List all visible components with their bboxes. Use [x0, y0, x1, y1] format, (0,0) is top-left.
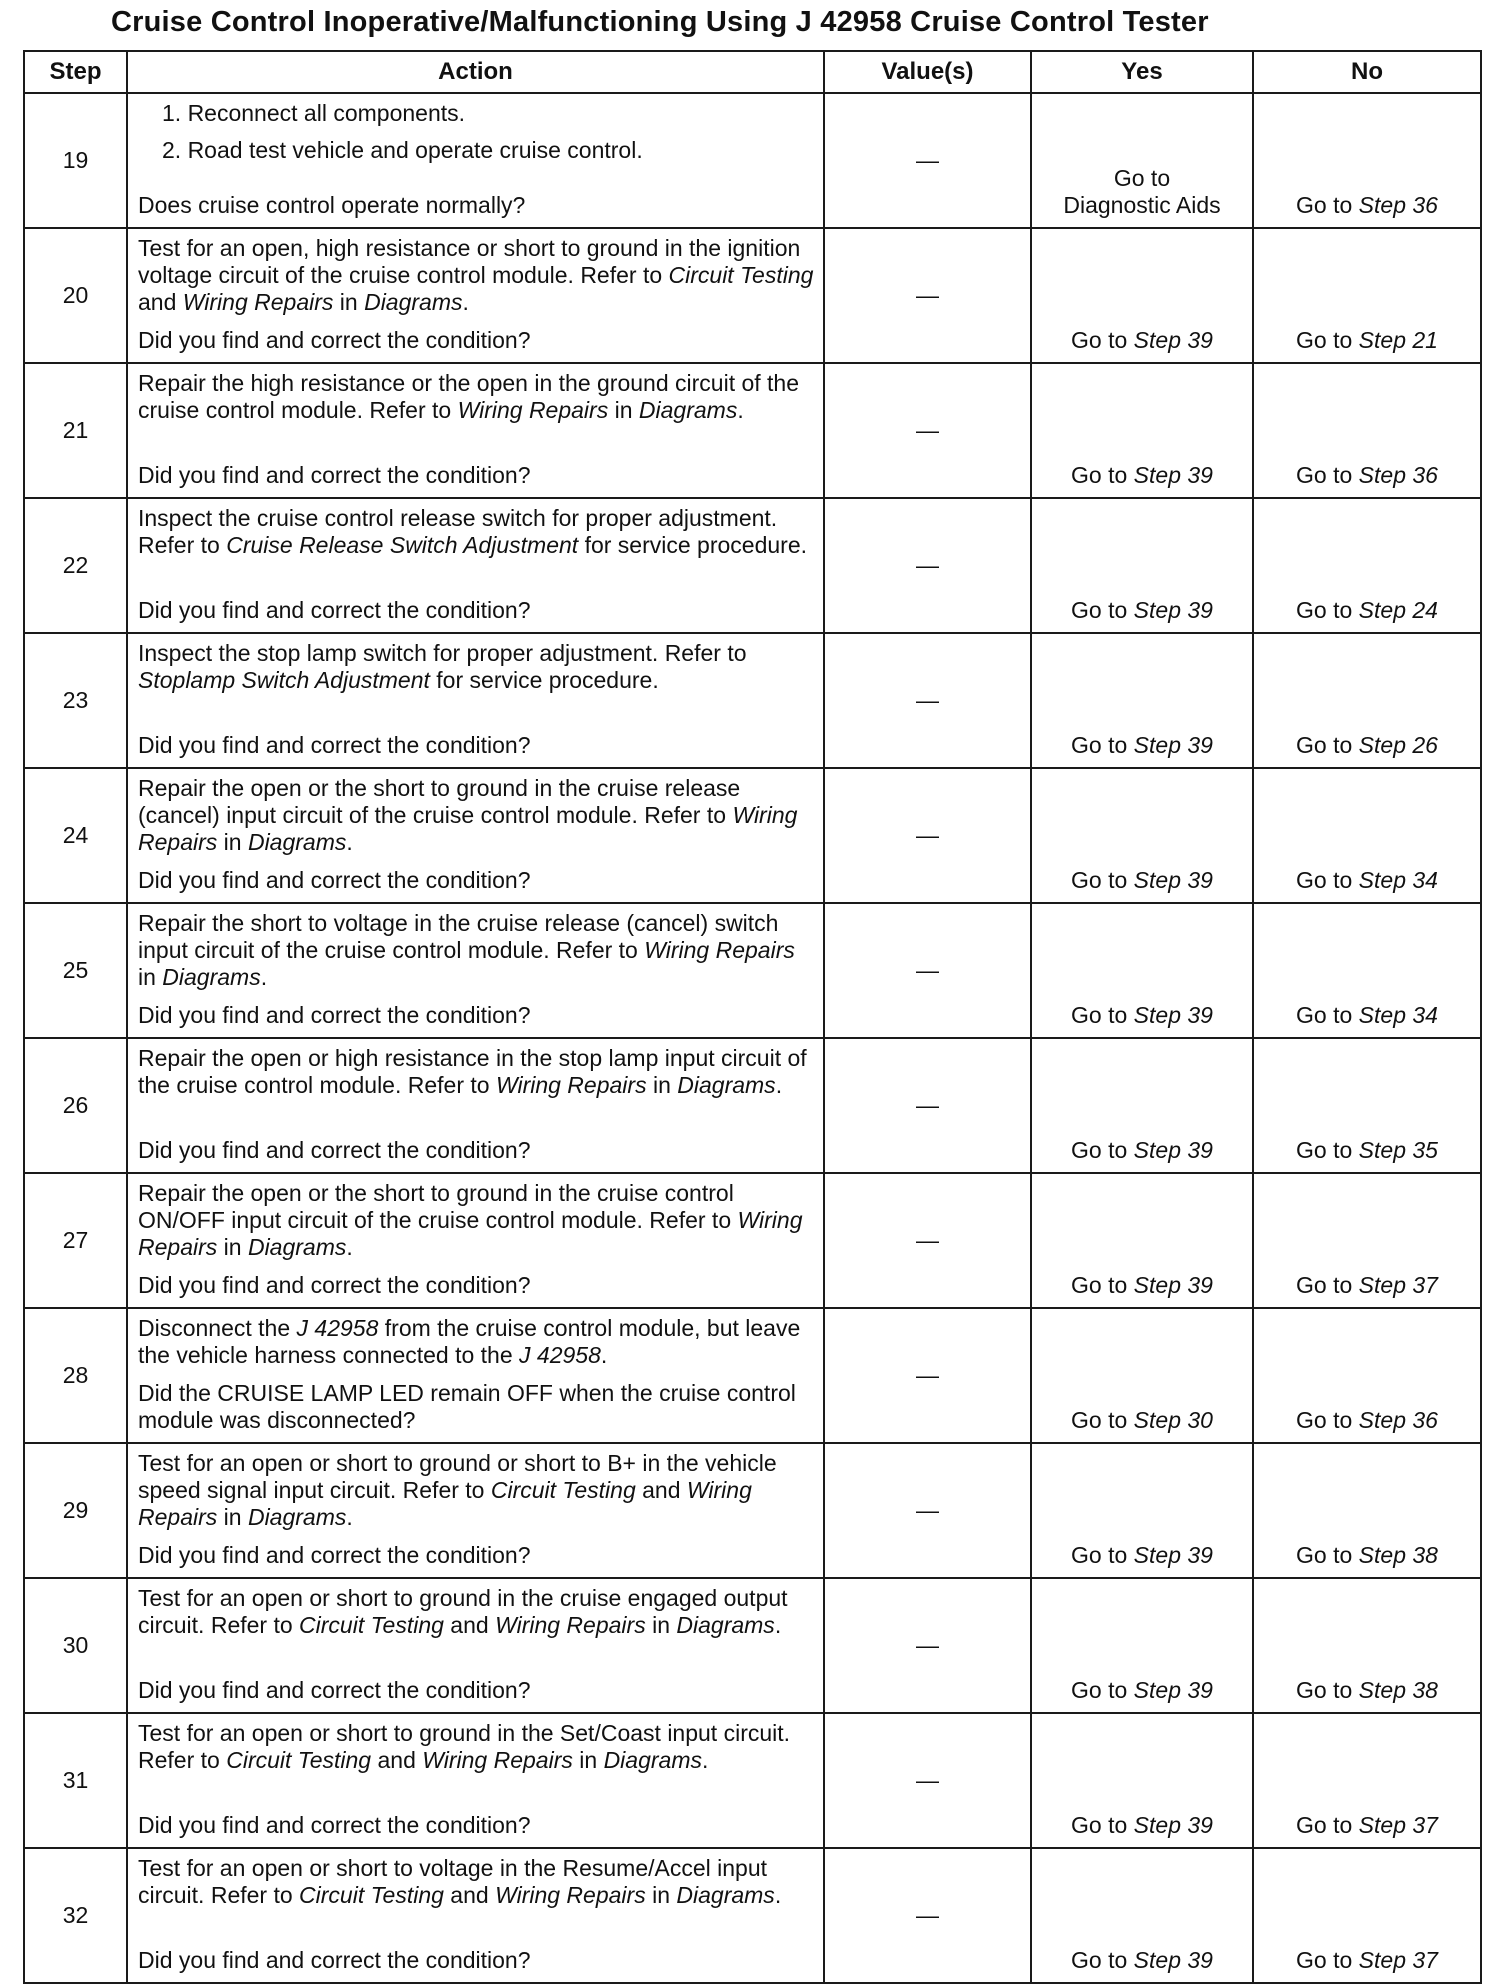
action-question: Did you find and correct the condition? [138, 1812, 531, 1838]
value-cell: — [824, 1308, 1031, 1443]
action-text-part: from the cruise control module, but leave the vehicle harness connected to the [138, 1315, 801, 1368]
yes-target-step: Step 39 [1133, 1947, 1213, 1973]
no-target-step: Step 35 [1358, 1137, 1438, 1163]
table-row [24, 1308, 1481, 1443]
yes-goto-prefix: Go to [1071, 867, 1134, 893]
value-cell: — [824, 363, 1031, 498]
value-cell: — [824, 903, 1031, 1038]
yes-cell [1031, 1038, 1253, 1173]
action-cell [127, 1848, 824, 1983]
table-row [24, 1713, 1481, 1848]
yes-target-step: Step 39 [1133, 1677, 1213, 1703]
reference-link-text: Wiring Repairs [457, 397, 609, 423]
table-row [24, 1038, 1481, 1173]
table-row [24, 1173, 1481, 1308]
action-text [138, 235, 815, 316]
action-text-part: . [346, 1504, 353, 1530]
yes-cell [1031, 1848, 1253, 1983]
yes-cell [1031, 498, 1253, 633]
reference-link-text: Diagrams [603, 1747, 702, 1773]
reference-link-text: Wiring Repairs [495, 1072, 647, 1098]
no-target-step: Step 36 [1358, 1407, 1438, 1433]
action-question: Did you find and correct the condition? [138, 1137, 531, 1163]
action-text-part: . [600, 1342, 608, 1368]
action-text-part: Disconnect the [138, 1315, 297, 1341]
action-cell [127, 768, 824, 903]
no-cell [1253, 1308, 1481, 1443]
action-text-part: Test for an open or short to ground in the Set/Coast input circuit. Refer to [138, 1720, 791, 1773]
no-goto-prefix: Go to [1296, 867, 1359, 893]
yes-goto-prefix: Go to [1071, 1542, 1134, 1568]
table-row [24, 903, 1481, 1038]
yes-goto-prefix: Go to [1071, 462, 1134, 488]
action-question: Did you find and correct the condition? [138, 1272, 531, 1298]
reference-link-text: Circuit Testing [490, 1477, 636, 1503]
reference-link-text: Wiring Repairs [644, 937, 795, 963]
no-target-step: Step 24 [1358, 597, 1438, 623]
no-goto-prefix: Go to [1296, 1272, 1359, 1298]
no-target-step: Step 34 [1358, 1002, 1438, 1028]
no-goto-prefix: Go to [1296, 1407, 1359, 1433]
reference-link-text: Stoplamp Switch Adjustment [138, 667, 430, 693]
no-target-step: Step 34 [1358, 867, 1438, 893]
table-body [24, 93, 1481, 1983]
action-text-part: and [443, 1612, 496, 1638]
action-question: Did you find and correct the condition? [138, 1002, 531, 1028]
no-goto-prefix: Go to [1296, 327, 1359, 353]
reference-link-text: Diagrams [638, 397, 738, 423]
table-row [24, 768, 1481, 903]
action-cell [127, 93, 824, 228]
reference-link-text: Diagrams [676, 1612, 775, 1638]
yes-cell [1031, 768, 1253, 903]
header-action: Action [127, 51, 824, 93]
table-row [24, 228, 1481, 363]
action-text-part: . [701, 1747, 709, 1773]
reference-link-text: Circuit Testing [299, 1882, 444, 1908]
action-cell [127, 228, 824, 363]
step-number: 28 [24, 1308, 127, 1443]
action-text [138, 1450, 815, 1531]
no-target-step: Step 36 [1358, 192, 1438, 218]
action-question: Did you find and correct the condition? [138, 1677, 531, 1703]
value-cell: — [824, 768, 1031, 903]
action-text [138, 370, 815, 424]
action-text-part: in [217, 1504, 248, 1530]
reference-link-text: Circuit Testing [299, 1612, 444, 1638]
reference-link-text: Diagrams [677, 1072, 776, 1098]
yes-goto-prefix: Go to [1071, 327, 1134, 353]
table-row [24, 498, 1481, 633]
yes-cell [1031, 1308, 1253, 1443]
action-step-item: 1. Reconnect all components. [162, 100, 466, 126]
reference-link-text: Wiring Repairs [495, 1612, 646, 1638]
table-row [24, 93, 1481, 228]
step-number: 22 [24, 498, 127, 633]
action-text [138, 505, 815, 559]
value-cell: — [824, 498, 1031, 633]
step-number: 30 [24, 1578, 127, 1713]
action-text-part: and [635, 1477, 687, 1503]
action-text-part: in [645, 1882, 677, 1908]
yes-target-step: Step 39 [1133, 462, 1213, 488]
yes-target-step: Step 30 [1133, 1407, 1213, 1433]
action-text-part: and [371, 1747, 423, 1773]
no-cell [1253, 93, 1481, 228]
no-cell [1253, 633, 1481, 768]
reference-link-text: Wiring Repairs [138, 1207, 803, 1260]
yes-target-step: Step 39 [1133, 1002, 1213, 1028]
reference-link-text: Diagrams [247, 1504, 347, 1530]
value-cell: — [824, 1713, 1031, 1848]
yes-target-step: Step 39 [1133, 732, 1213, 758]
action-text-part: . [462, 289, 469, 315]
yes-goto-line: Go to [1113, 165, 1171, 191]
value-cell: — [824, 1578, 1031, 1713]
action-text-part: in [333, 289, 365, 315]
action-text [138, 1585, 815, 1639]
no-target-step: Step 38 [1358, 1677, 1438, 1703]
yes-cell [1031, 228, 1253, 363]
yes-goto-prefix: Go to [1071, 1407, 1134, 1433]
yes-goto-prefix: Go to [1071, 732, 1134, 758]
action-text [138, 1720, 815, 1774]
action-question: Does cruise control operate normally? [138, 192, 526, 218]
no-target-step: Step 36 [1358, 462, 1438, 488]
yes-cell [1031, 93, 1253, 228]
no-cell [1253, 1443, 1481, 1578]
yes-target-step: Step 39 [1133, 597, 1213, 623]
action-text-part: Test for an open or short to voltage in the Resume/Accel input circuit. Refer to [138, 1855, 768, 1908]
action-text [138, 640, 815, 694]
action-text-part: in [645, 1612, 677, 1638]
no-target-step: Step 21 [1358, 327, 1438, 353]
yes-goto-prefix: Go to [1071, 1002, 1134, 1028]
yes-cell [1031, 1173, 1253, 1308]
no-goto-prefix: Go to [1296, 732, 1359, 758]
step-number: 26 [24, 1038, 127, 1173]
action-question: Did you find and correct the condition? [138, 1542, 531, 1568]
table-row [24, 1848, 1481, 1983]
yes-cell [1031, 363, 1253, 498]
action-text-part: . [346, 1234, 353, 1260]
no-cell [1253, 498, 1481, 633]
no-cell [1253, 1713, 1481, 1848]
action-text-part: in [646, 1072, 678, 1098]
table-row [24, 1578, 1481, 1713]
action-cell [127, 633, 824, 768]
action-text-part: . [737, 397, 744, 423]
action-text [138, 1045, 815, 1099]
reference-link-text: Diagrams [247, 1234, 347, 1260]
action-text-part: . [774, 1882, 782, 1908]
action-cell [127, 1308, 824, 1443]
step-number: 24 [24, 768, 127, 903]
yes-cell [1031, 1578, 1253, 1713]
reference-link-text: Diagrams [364, 289, 463, 315]
action-question: Did you find and correct the condition? [138, 327, 531, 353]
no-goto-prefix: Go to [1296, 1137, 1359, 1163]
action-text-part: Inspect the cruise control release switch for proper adjustment. Refer to [138, 505, 778, 558]
header-no: No [1253, 51, 1481, 93]
yes-cell [1031, 1443, 1253, 1578]
action-question: Did you find and correct the condition? [138, 867, 531, 893]
no-goto-prefix: Go to [1296, 1947, 1359, 1973]
action-text-part: in [217, 829, 248, 855]
table-row [24, 633, 1481, 768]
no-goto-prefix: Go to [1296, 1677, 1359, 1703]
yes-goto-prefix: Go to [1071, 1812, 1134, 1838]
action-text-part: in [217, 1234, 248, 1260]
yes-target-step: Step 39 [1133, 1137, 1213, 1163]
reference-link-text: Circuit Testing [226, 1747, 372, 1773]
yes-goto-prefix: Go to [1071, 597, 1134, 623]
header-values: Value(s) [824, 51, 1031, 93]
yes-cell [1031, 633, 1253, 768]
yes-goto-prefix: Go to [1071, 1677, 1134, 1703]
no-target-step: Step 37 [1358, 1947, 1438, 1973]
step-number: 27 [24, 1173, 127, 1308]
action-cell [127, 1578, 824, 1713]
value-cell: — [824, 1848, 1031, 1983]
action-text [138, 910, 815, 991]
no-target-step: Step 37 [1358, 1812, 1438, 1838]
table-row [24, 1443, 1481, 1578]
value-cell: — [824, 228, 1031, 363]
action-question: Did you find and correct the condition? [138, 597, 531, 623]
reference-link-text: Diagrams [247, 829, 347, 855]
action-cell [127, 1038, 824, 1173]
yes-goto-prefix: Go to [1071, 1272, 1134, 1298]
no-cell [1253, 768, 1481, 903]
action-text [138, 1855, 815, 1909]
action-text-part: Test for an open or short to ground in the cruise engaged output circuit. Refer to [138, 1585, 788, 1638]
action-text [138, 1180, 815, 1261]
yes-target: Diagnostic Aids [1063, 192, 1221, 218]
action-question: Did you find and correct the condition? [138, 462, 531, 488]
no-target-step: Step 26 [1358, 732, 1438, 758]
action-text-part: Repair the high resistance or the open in the ground circuit of the cruise control module. Refer to [138, 370, 800, 423]
no-target-step: Step 37 [1358, 1272, 1438, 1298]
action-text-part: in [572, 1747, 604, 1773]
no-goto-prefix: Go to [1296, 1542, 1359, 1568]
step-number: 21 [24, 363, 127, 498]
reference-link-text: J 42958 [519, 1342, 601, 1368]
yes-target-step: Step 39 [1133, 1812, 1213, 1838]
action-cell [127, 1713, 824, 1848]
value-cell: — [824, 1443, 1031, 1578]
yes-target-step: Step 39 [1133, 1272, 1213, 1298]
reference-link-text: Wiring Repairs [182, 289, 334, 315]
yes-cell [1031, 903, 1253, 1038]
action-text [138, 1315, 815, 1369]
step-number: 31 [24, 1713, 127, 1848]
value-cell: — [824, 1173, 1031, 1308]
reference-link-text: Wiring Repairs [138, 802, 798, 855]
action-cell [127, 498, 824, 633]
action-text-part: in [138, 964, 163, 990]
action-cell [127, 1173, 824, 1308]
yes-target-step: Step 39 [1133, 327, 1213, 353]
action-text-part: Repair the short to voltage in the cruise release (cancel) switch input circuit of the cruise control module. Refer to [138, 910, 779, 963]
action-text-part: and [138, 289, 183, 315]
action-text-part: Repair the open or the short to ground in the cruise control ON/OFF input circuit of the cruise control module. Refer to [138, 1180, 738, 1233]
reference-link-text: Circuit Testing [668, 262, 814, 288]
header-yes: Yes [1031, 51, 1253, 93]
action-text [138, 775, 815, 856]
step-number: 23 [24, 633, 127, 768]
action-cell [127, 363, 824, 498]
no-cell [1253, 903, 1481, 1038]
no-cell [1253, 1578, 1481, 1713]
header-step: Step [24, 51, 127, 93]
reference-link-text: J 42958 [296, 1315, 379, 1341]
reference-link-text: Wiring Repairs [495, 1882, 646, 1908]
document-title: Cruise Control Inoperative/Malfunctioning Using J 42958 Cruise Control Tester [111, 6, 1209, 38]
table-header-row [24, 51, 1481, 93]
yes-goto-prefix: Go to [1071, 1947, 1134, 1973]
no-goto-prefix: Go to [1296, 192, 1359, 218]
reference-link-text: Wiring Repairs [422, 1747, 573, 1773]
value-cell: — [824, 1038, 1031, 1173]
reference-link-text: Cruise Release Switch Adjustment [226, 532, 579, 558]
action-text-part: . [774, 1612, 782, 1638]
value-cell: — [824, 633, 1031, 768]
no-cell [1253, 1173, 1481, 1308]
yes-goto-prefix: Go to [1071, 1137, 1134, 1163]
step-number: 32 [24, 1848, 127, 1983]
value-cell: — [824, 93, 1031, 228]
no-goto-prefix: Go to [1296, 1002, 1359, 1028]
reference-link-text: Wiring Repairs [138, 1477, 752, 1530]
reference-link-text: Diagrams [162, 964, 261, 990]
no-cell [1253, 1848, 1481, 1983]
action-step-list [162, 100, 815, 164]
action-text-part: and [443, 1882, 496, 1908]
action-text-part: for service procedure. [429, 667, 659, 693]
action-question: Did you find and correct the condition? [138, 1947, 531, 1973]
action-text-part: . [775, 1072, 783, 1098]
action-text-part: . [346, 829, 353, 855]
step-number: 20 [24, 228, 127, 363]
no-cell [1253, 363, 1481, 498]
yes-target-step: Step 39 [1133, 1542, 1213, 1568]
action-text-part: for service procedure. [578, 532, 808, 558]
yes-cell [1031, 1713, 1253, 1848]
action-text-part: in [608, 397, 639, 423]
action-text-part: Repair the open or high resistance in the stop lamp input circuit of the cruise control module. Refer to [138, 1045, 807, 1098]
diagnostic-table [23, 50, 1482, 1984]
no-goto-prefix: Go to [1296, 1812, 1359, 1838]
action-cell [127, 1443, 824, 1578]
action-question: Did you find and correct the condition? [138, 732, 531, 758]
no-target-step: Step 38 [1358, 1542, 1438, 1568]
action-text-part: Test for an open, high resistance or short to ground in the ignition voltage circuit of the cruise control module. Refer to [138, 235, 801, 288]
action-text-part: . [260, 964, 268, 990]
action-text-part: Inspect the stop lamp switch for proper adjustment. Refer to [138, 640, 747, 666]
action-cell [127, 903, 824, 1038]
table-row [24, 363, 1481, 498]
yes-target-step: Step 39 [1133, 867, 1213, 893]
no-cell [1253, 228, 1481, 363]
action-text-part: Test for an open or short to ground or short to B+ in the vehicle speed signal input circuit. Refer to [138, 1450, 777, 1503]
step-number: 25 [24, 903, 127, 1038]
action-question: Did the CRUISE LAMP LED remain OFF when the cruise control module was disconnected? [138, 1380, 796, 1433]
action-text-part: Repair the open or the short to ground in the cruise release (cancel) input circuit of the cruise control module. Refer to [138, 775, 741, 828]
step-number: 29 [24, 1443, 127, 1578]
action-step-item: 2. Road test vehicle and operate cruise control. [162, 137, 643, 163]
reference-link-text: Diagrams [676, 1882, 775, 1908]
step-number: 19 [24, 93, 127, 228]
no-goto-prefix: Go to [1296, 462, 1359, 488]
no-goto-prefix: Go to [1296, 597, 1359, 623]
no-cell [1253, 1038, 1481, 1173]
